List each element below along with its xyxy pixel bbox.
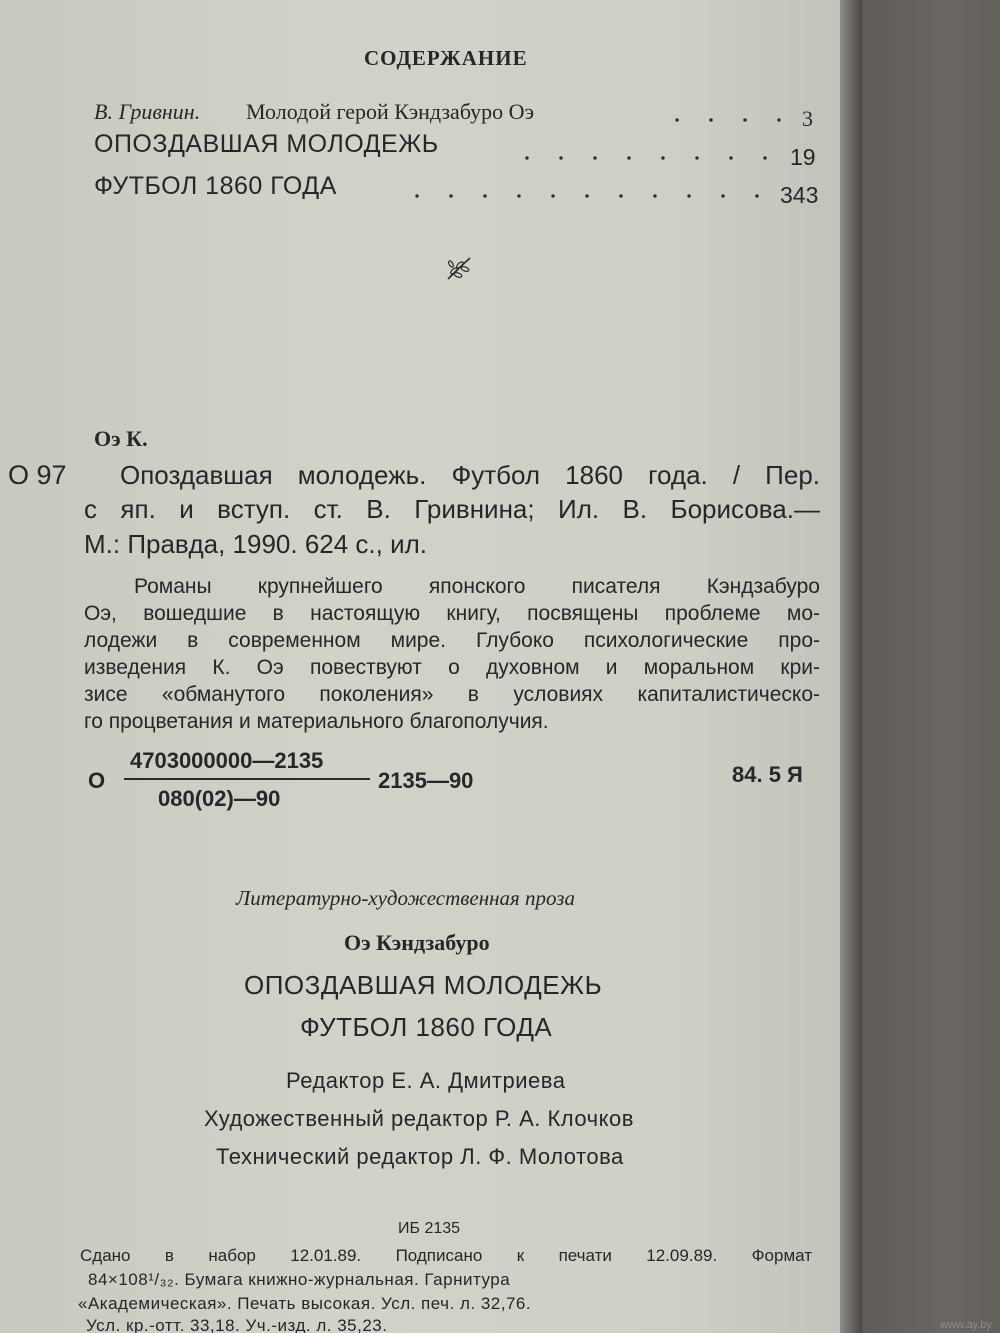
leaf-sprig-icon (444, 255, 474, 281)
contents-entry-1-page: 3 (802, 106, 813, 131)
annotation-line: лодежи в современном мире. Глубоко психологические про- (84, 629, 820, 652)
contents-heading: СОДЕРЖАНИЕ (364, 46, 528, 70)
contents-entry-1-title: Молодой герой Кэндзабуро Оэ (246, 99, 535, 124)
imprint-author: Оэ Кэндзабуро (344, 930, 490, 955)
contents-entry-2-leader (510, 156, 780, 160)
formula-numerator: 4703000000—2135 (130, 748, 324, 773)
imprint-title-line: ФУТБОЛ 1860 ГОДА (300, 1012, 553, 1042)
catalog-description-line: с яп. и вступ. ст. В. Гривнина; Ил. В. Борисова.— (84, 494, 820, 524)
formula-prefix: О (88, 768, 106, 793)
annotation-line: зисе «обманутого поколения» в условиях капиталистическо- (84, 683, 820, 706)
contents-entry-1-leader (660, 118, 790, 122)
page-gutter-shadow (840, 0, 862, 1333)
catalog-code: О 97 (8, 460, 67, 490)
catalog-author-heading: Оэ К. (94, 426, 148, 451)
formula-fraction-bar (124, 778, 370, 780)
imprint-title-line: ОПОЗДАВШАЯ МОЛОДЕЖЬ (244, 970, 603, 1000)
annotation-line: Романы крупнейшего японского писателя Кэндзабуро (134, 575, 820, 598)
formula-suffix: 2135—90 (378, 768, 474, 793)
print-info-line: «Академическая». Печать высокая. Усл. печ. л. 32,76. (78, 1294, 532, 1313)
contents-entry-2-title: ОПОЗДАВШАЯ МОЛОДЕЖЬ (94, 130, 439, 158)
editor-line: Редактор Е. А. Дмитриева (286, 1068, 566, 1093)
art-editor-line: Художественный редактор Р. А. Клочков (204, 1106, 634, 1131)
watermark: www.ay.by (940, 1319, 992, 1331)
contents-entry-2-page: 19 (790, 144, 816, 170)
print-info-line: 84×108¹/₃₂. Бумага книжно-журнальная. Гарнитура (88, 1270, 511, 1289)
catalog-description-line: Опоздавшая молодежь. Футбол 1860 года. / Пер. (120, 460, 820, 490)
ib-number: ИБ 2135 (398, 1220, 461, 1237)
print-info-line: Сдано в набор 12.01.89. Подписано к печати 12.09.89. Формат (80, 1246, 812, 1265)
print-info-line: Усл. кр.-отт. 33,18. Уч.-изд. л. 35,23. (86, 1316, 388, 1333)
annotation-line: Оэ, вошедшие в настоящую книгу, посвящены проблеме мо- (84, 602, 820, 625)
technical-editor-line: Технический редактор Л. Ф. Молотова (216, 1144, 624, 1169)
book-cover-edge (862, 0, 1000, 1333)
contents-entry-3-title: ФУТБОЛ 1860 ГОДА (94, 172, 337, 200)
contents-entry-3-leader (400, 194, 770, 198)
annotation-line: изведения К. Оэ повествуют о духовном и моральном кри- (84, 656, 820, 679)
genre-label: Литературно-художественная проза (236, 886, 575, 910)
contents-entry-3-page: 343 (780, 182, 819, 208)
contents-entry-1-author: В. Гривнин. (94, 99, 201, 124)
annotation-line: го процветания и материального благополучия. (84, 710, 549, 733)
catalog-description-line: М.: Правда, 1990. 624 с., ил. (84, 529, 428, 559)
formula-denominator: 080(02)—90 (158, 786, 281, 811)
classification-index: 84. 5 Я (732, 762, 803, 787)
